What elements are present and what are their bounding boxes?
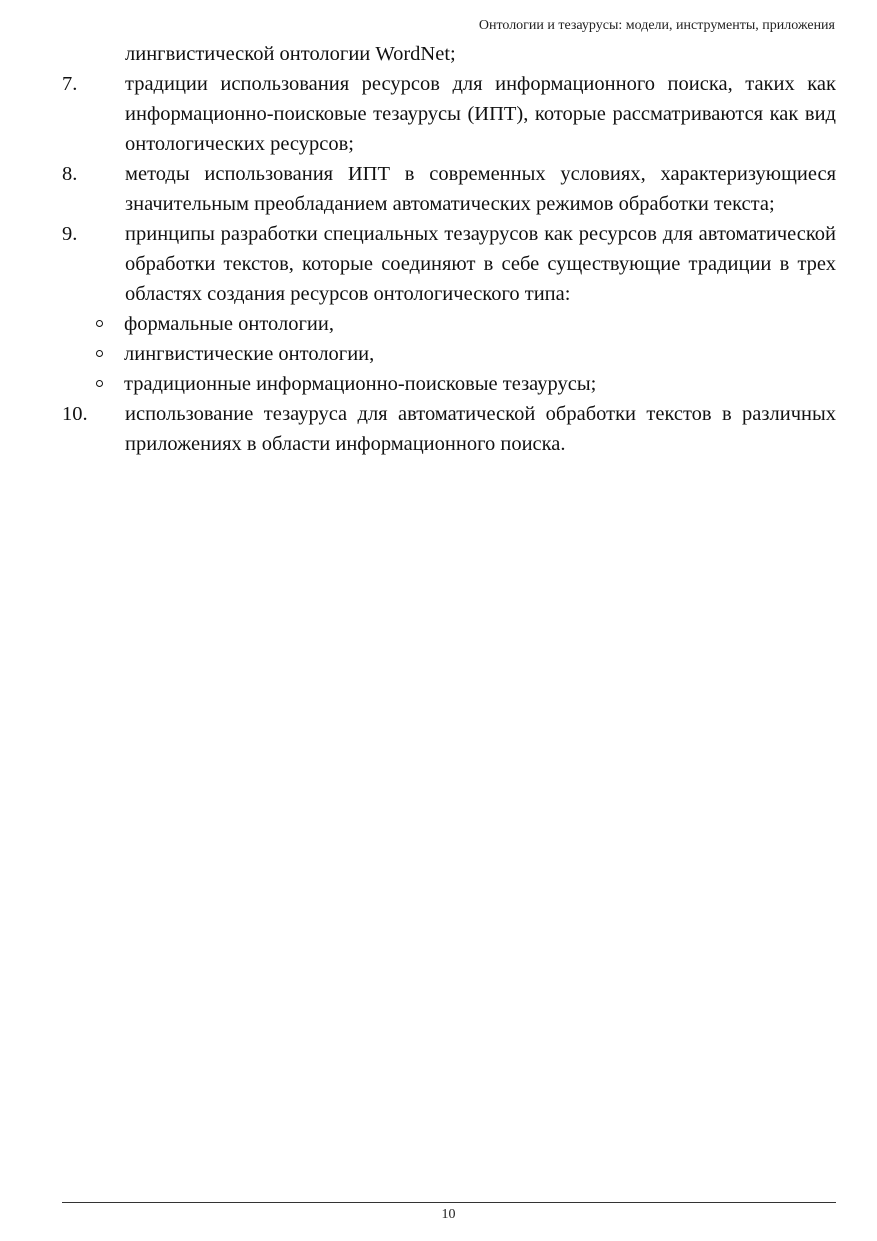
list-item-7 [62,69,836,159]
list-item-number: 8. [62,163,78,185]
sublist-item [62,369,836,399]
sublist-item-text: традиционные информационно-поисковые тезаурусы; [124,373,597,395]
list-item-text: методы использования ИПТ в современных условиях, характеризующиеся значительным преобладанием автоматических режимов обработки текста; [125,163,836,215]
list-item-text: традиции использования ресурсов для информационного поиска, таких как информационно-поисковые тезаурусы (ИПТ), которые рассматриваются как вид онтологических ресурсов; [125,73,836,155]
list-item-text: использование тезауруса для автоматической обработки текстов в различных приложениях в области информационного поиска. [125,403,836,455]
page-body [62,39,836,459]
list-item-10 [62,399,836,459]
list-item-number: 9. [62,223,78,245]
circle-bullet-icon [96,350,103,357]
list-item-text: принципы разработки специальных тезаурусов как ресурсов для автоматической обработки текстов, которые соединяют в себе существующие традиции в трех областях создания ресурсов онтологического типа: [125,223,836,305]
sublist-item [62,339,836,369]
sublist [62,309,836,399]
sublist-item [62,309,836,339]
sublist-item-text: лингвистические онтологии, [124,343,375,365]
sublist-item-text: формальные онтологии, [124,313,334,335]
list-item-number: 7. [62,73,78,95]
page-number: 10 [441,1207,456,1222]
list-item-number: 10. [62,403,88,425]
list-item-9 [62,219,836,309]
circle-bullet-icon [96,320,103,327]
circle-bullet-icon [96,380,103,387]
list-item-8 [62,159,836,219]
continued-paragraph: лингвистической онтологии WordNet; [125,43,456,65]
running-header: Онтологии и тезаурусы: модели, инструменты, приложения [478,18,835,33]
footer-divider [62,1202,836,1203]
